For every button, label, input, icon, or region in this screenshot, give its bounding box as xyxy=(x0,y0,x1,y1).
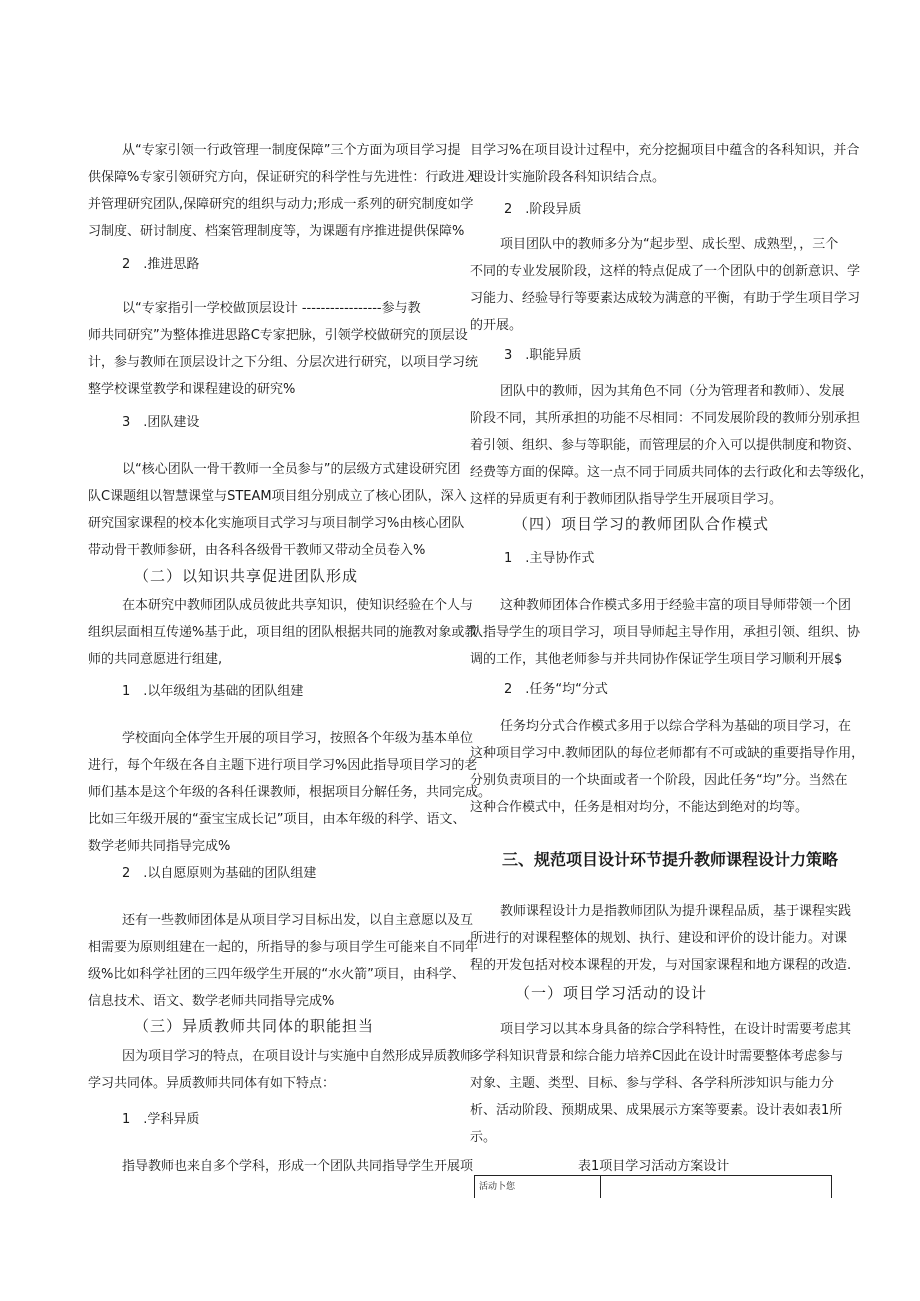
paragraph: 教师课程设计力是指教师团队为提升课程品质，基于课程实践 所进行的对课程整体的规划、执行、建设和评价的设计能力。对课 程的开发包括对校本课程的开发，与对国家课程和地方课程的改造. xyxy=(470,904,852,973)
table-cell: 活动卜您 xyxy=(475,1176,601,1198)
subheading: 2 .阶段异质 xyxy=(504,202,582,217)
paragraph: 团队中的教师，因为其角色不同（分为管理者和教师）、发展 阶段不同，其所承担的功能不尽相同：不同发展阶段的教师分别承担 着引领、组织、参与等职能，而管理层的介入可以提供制度和物资、 经费等方面的保障。这一点不同于同质共同体的去行政化和去等级化， 这样的异质更有利于教师团队指导学生开展项目学习。 xyxy=(470,384,874,507)
paragraph: 在本研究中教师团队成员彼此共享知识，使知识经验在个人与 组织层面相互传递%基于此，项目组的团队根据共同的施教对象或教 师的共同意愿进行组建, xyxy=(88,598,478,667)
paragraph: 项目学习以其本身具备的综合学科特性，在设计时需要考虑其 多学科知识背景和综合能力培养C因此在设计时需要整体考虑参与 对象、主题、类型、目标、参与学科、各学科所涉知识与能力分 析、活动阶段、预期成果、成果展示方案等要素。设计表如表1所 示。 xyxy=(470,1022,852,1145)
paragraph: 以“专家指引一学校做顶层设计 -----------------参与教 师共同研究”为整体推进思路C专家把脉，引领学校做研究的顶层设 计，参与教师在顶层设计之下分组、分层次进行研究，以项目学习统 整学校课堂教学和课程建设的研究% xyxy=(88,301,479,397)
paragraph: 以“核心团队一骨干教师一全员参与”的层级方式建设研究团 队C课题组以智慧课堂与STEAM项目组分别成立了核心团队，深入 研究国家课程的校本化实施项目式学习与项目制学习%由核心团队 带动骨干教师参研，由各科各级骨干教师又带动全员卷入% xyxy=(88,462,467,558)
subheading: 3 .职能异质 xyxy=(504,348,582,363)
subheading: 3 .团队建设 xyxy=(122,415,200,430)
subheading: 1 .主导协作式 xyxy=(504,551,595,566)
activity-design-table xyxy=(474,1175,832,1198)
subheading: 2 .以自愿原则为基础的团队组建 xyxy=(122,866,317,881)
table-caption: 表1项目学习活动方案设计 xyxy=(578,1159,730,1174)
paragraph: 任务均分式合作模式多用于以综合学科为基础的项目学习，在 这种项目学习中.教师团队的每位老师都有不可或缺的重要指导作用， 分别负责项目的一个块面或者一个阶段，因此任务“均”分。当然在 这种合作模式中，任务是相对均分，不能达到绝对的均等。 xyxy=(470,719,865,815)
section-heading: （三）异质教师共同体的职能担当 xyxy=(134,1017,375,1035)
section-heading: （一）项目学习活动的设计 xyxy=(515,984,708,1002)
subheading: 2 .任务“均“分式 xyxy=(504,682,608,697)
paragraph: 因为项目学习的特点，在项目设计与实施中自然形成异质教师 学习共同体。异质教师共同体有如下特点： xyxy=(88,1049,474,1091)
chapter-heading: 三、规范项目设计环节提升教师课程设计力策略 xyxy=(502,850,839,869)
section-heading: （四）项目学习的教师团队合作模式 xyxy=(513,515,770,533)
subheading: 1 .学科异质 xyxy=(122,1112,200,1127)
paragraph: 学校面向全体学生开展的项目学习，按照各个年级为基本单位 进行，每个年级在各自主题下进行项目学习%因此指导项目学习的老 师们基本是这个年级的各科任课教师，根据项目分解任务，共同完成。 比如三年级开展的“蚕宝宝成长记”项目，由本年级的科学、语文、 数学老师共同指导完成% xyxy=(88,731,492,854)
paragraph: 目学习%在项目设计过程中，充分挖掘项目中蕴含的各科知识，并合 理设计实施阶段各科知识结合点。 xyxy=(470,143,860,185)
paragraph: 指导教师也来自多个学科，形成一个团队共同指导学生开展项 xyxy=(122,1159,474,1174)
paragraph: 项目团队中的教师多分为“起步型、成长型、成熟型，，三个 不同的专业发展阶段，这样的特点促成了一个团队中的创新意识、学 习能力、经验导行等要素达成较为满意的平衡，有助于学生项目学习 的开展。 xyxy=(470,237,861,333)
subheading: 1 .以年级组为基础的团队组建 xyxy=(122,684,304,699)
paragraph: 这种教师团体合作模式多用于经验丰富的项目导师带领一个团 队指导学生的项目学习，项目导师起主导作用，承担引领、组织、协 调的工作，其他老师参与并共同协作保证学生项目学习顺利开展$ xyxy=(470,598,861,667)
subheading: 2 .推进思路 xyxy=(122,257,200,272)
section-heading: （二）以知识共享促进团队形成 xyxy=(134,567,359,585)
paragraph: 还有一些教师团体是从项目学习目标出发，以自主意愿以及互 相需要为原则组建在一起的，所指导的参与项目学生可能来自不同年 级%比如科学社团的三四年级学生开展的“水火箭”项目，由科学、 信息技术、语文、数学老师共同指导完成% xyxy=(88,913,479,1009)
paragraph: 从“专家引领一行政管理一制度保障”三个方面为项目学习提 供保障%专家引领研究方向，保证研究的科学性与先进性：行政进入 并管理研究团队,保障研究的组织与动力;形成一系列的研究制度如学 习制度、研讨制度、档案管理制度等，为课题有序推进提供保障% xyxy=(88,143,478,239)
